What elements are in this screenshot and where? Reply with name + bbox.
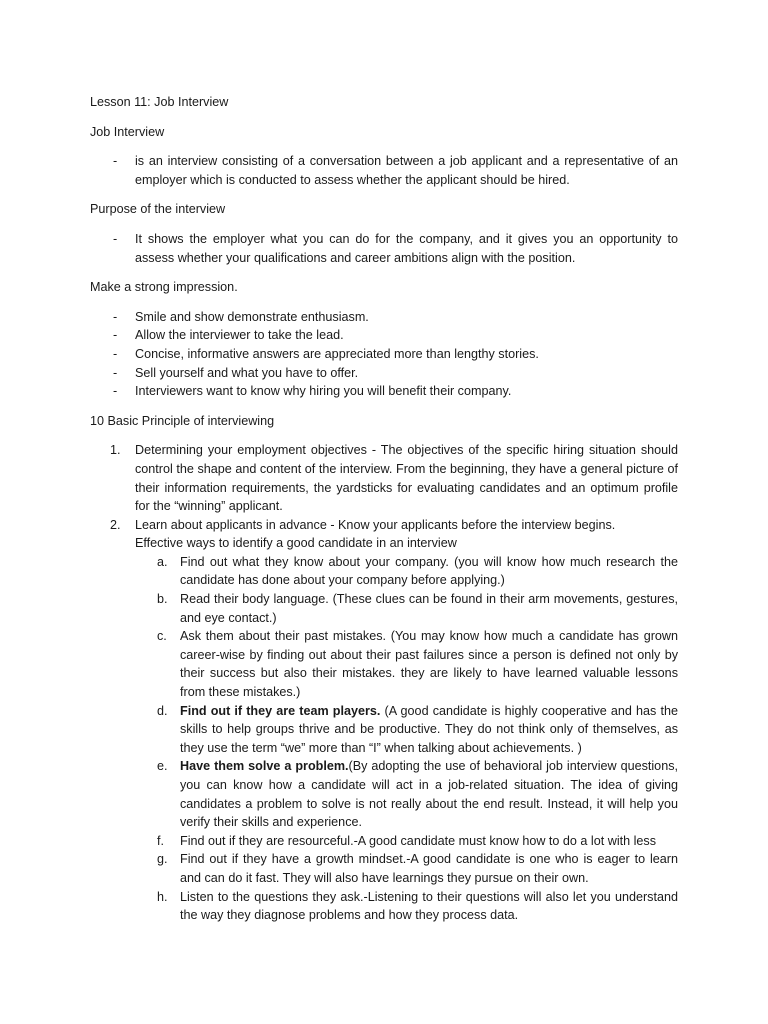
list-item: - Allow the interviewer to take the lead.: [113, 328, 344, 343]
list-item: 2. Learn about applicants in advance - Know your applicants before the interview begins.: [110, 517, 616, 532]
list-item: d. Find out if they are team players. (A good candidate is highly cooperative and has the skills to help groups thrive and be productive. They do not think only of themselves, as they use the term “we” more than “I” when talking about achievements. ): [157, 703, 678, 755]
list-item: b. Read their body language. (These clues can be found in their arm movements, gestures, and eye contact.): [157, 592, 678, 625]
list-item: c. Ask them about their past mistakes. (You may know how much a candidate has grown career-wise by finding out about their past failures since a person is defined not only by their success but also their mistakes. they are likely to have learned valuable lessons from these mistakes.): [157, 629, 678, 700]
list-item: 1. Determining your employment objectives - The objectives of the specific hiring situation should control the shape and content of the interview. From the beginning, they have a general picture of their information requirements, the yardsticks for evaluating candidates and an optimum profile for the “winning” applicant.: [110, 443, 678, 514]
job-interview-list: [90, 152, 678, 189]
list-item: - It shows the employer what you can do for the company, and it gives you an opportunity to assess whether your qualifications and career ambitions align with the position.: [113, 231, 678, 265]
list-item: e. Have them solve a problem.(By adopting the use of behavioral job interview questions, you can know how a candidate will act in a job-related situation. The idea of giving candidates a problem to solve is not really about the end result. Instead, it will help you verify their skills and experience.: [157, 759, 678, 830]
list-item: g. Find out if they have a growth mindset.-A good candidate is one who is eager to learn and can do it fast. They will also have learnings they pursue on their own.: [157, 852, 678, 885]
list-item: - Interviewers want to know why hiring you will benefit their company.: [113, 384, 512, 399]
impression-heading: Make a strong impression.: [90, 280, 238, 295]
candidate-tips-list: [90, 553, 678, 925]
principles-list: [90, 441, 678, 534]
purpose-list: [90, 230, 678, 267]
lesson-title: Lesson 11: Job Interview: [90, 95, 229, 109]
document-page: [90, 93, 678, 925]
list-item: f. Find out if they are resourceful.-A good candidate must know how to do a lot with less: [157, 833, 657, 848]
list-item: - Smile and show demonstrate enthusiasm.: [113, 309, 369, 324]
list-item: - is an interview consisting of a conversation between a job applicant and a representative of an employer which is conducted to assess whether the applicant should be hired.: [113, 154, 678, 187]
job-interview-heading: Job Interview: [90, 124, 165, 139]
purpose-heading: Purpose of the interview: [90, 202, 226, 217]
list-item: - Concise, informative answers are appreciated more than lengthy stories.: [113, 346, 539, 361]
principles-heading: 10 Basic Principle of interviewing: [90, 413, 275, 428]
list-item: h. Listen to the questions they ask.-Listening to their questions will also let you understand the way they diagnose problems and how they process data.: [157, 889, 678, 923]
sub-intro: Effective ways to identify a good candidate in an interview: [135, 536, 457, 551]
list-item: a. Find out what they know about your company. (you will know how much research the candidate has done about your company before applying.): [157, 554, 678, 588]
impression-list: [90, 308, 678, 401]
list-item: - Sell yourself and what you have to offer.: [113, 365, 359, 380]
